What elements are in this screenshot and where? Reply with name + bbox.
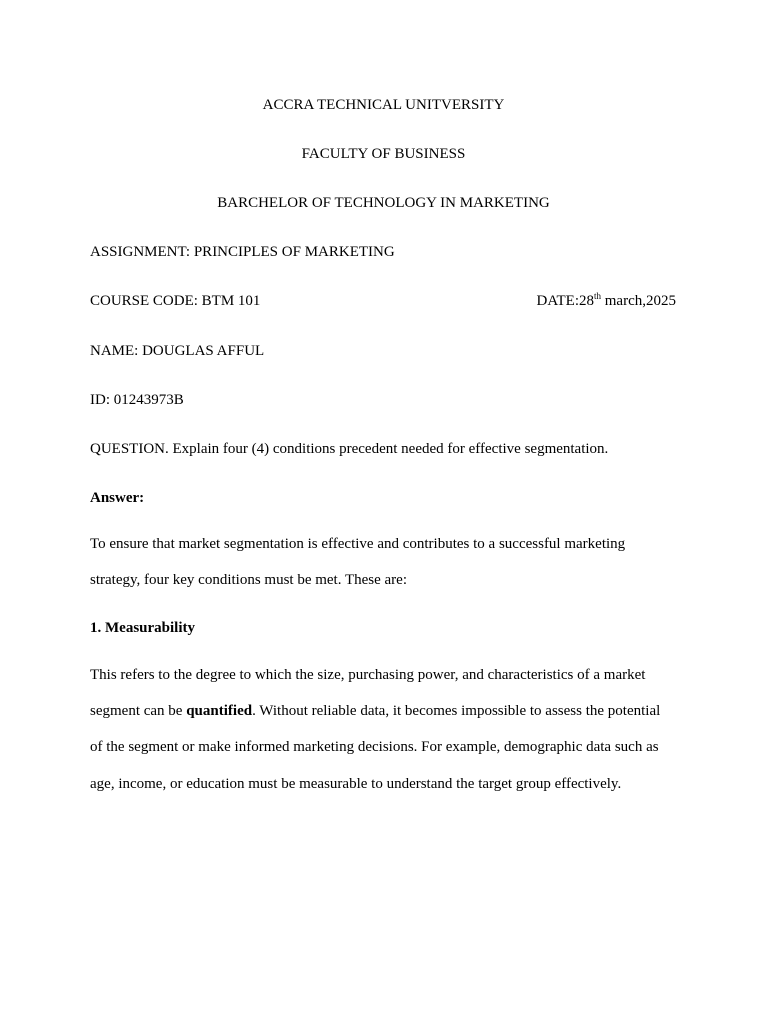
measurability-paragraph-line-1: This refers to the degree to which the size, purchasing power, and characteristics of a market	[90, 667, 646, 683]
measurability-paragraph-line-2	[90, 702, 660, 720]
student-name-line: NAME: DOUGLAS AFFUL	[90, 343, 265, 359]
faculty-title: FACULTY OF BUSINESS	[301, 146, 466, 162]
date-prefix: DATE:28	[536, 293, 594, 309]
date-line	[537, 292, 677, 310]
student-id-line: ID: 01243973B	[90, 392, 184, 408]
answer-heading: Answer:	[90, 490, 145, 506]
para-text-bold: quantified	[186, 703, 253, 719]
section-heading-measurability: 1. Measurability	[90, 620, 195, 636]
intro-paragraph-line-1: To ensure that market segmentation is effective and contributes to a successful marketing	[90, 536, 626, 552]
para-text-a: segment can be	[90, 703, 187, 719]
assignment-line: ASSIGNMENT: PRINCIPLES OF MARKETING	[90, 244, 395, 260]
measurability-paragraph-line-3: of the segment or make informed marketing decisions. For example, demographic data such as	[90, 739, 659, 755]
para-text-b: . Without reliable data, it becomes impossible to assess the potential	[252, 703, 661, 719]
date-ordinal-suffix: th	[594, 291, 602, 301]
measurability-paragraph-line-4: age, income, or education must be measurable to understand the target group effectively.	[90, 776, 622, 792]
program-title: BARCHELOR OF TECHNOLOGY IN MARKETING	[217, 195, 550, 211]
date-rest: march,2025	[601, 293, 676, 309]
course-code-line: COURSE CODE: BTM 101	[90, 293, 261, 309]
intro-paragraph-line-2: strategy, four key conditions must be met. These are:	[90, 572, 407, 588]
question-line: QUESTION. Explain four (4) conditions precedent needed for effective segmentation.	[90, 441, 609, 457]
university-title: ACCRA TECHNICAL UNITVERSITY	[262, 97, 505, 113]
